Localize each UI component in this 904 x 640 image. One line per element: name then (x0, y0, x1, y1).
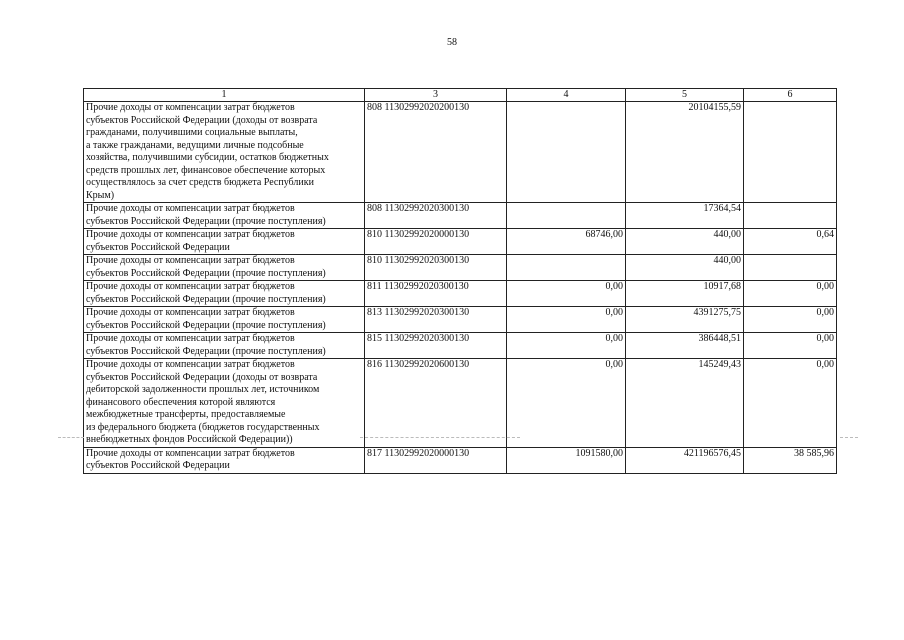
row-name-line: Прочие доходы от компенсации затрат бюджетов (86, 255, 295, 266)
row-name-cell (84, 203, 365, 229)
table-row (84, 102, 837, 203)
row-name-line: Прочие доходы от компенсации затрат бюджетов (86, 359, 295, 370)
row-col4-cell: 0,00 (507, 281, 626, 307)
row-code-cell: 808 11302992020200130 (365, 102, 507, 203)
row-code-cell: 810 11302992020300130 (365, 255, 507, 281)
row-col4-cell: 1091580,00 (507, 447, 626, 473)
row-col5-cell: 145249,43 (626, 359, 744, 448)
row-col6-cell: 38 585,96 (744, 447, 837, 473)
row-name-cell (84, 333, 365, 359)
table-row (84, 447, 837, 473)
row-name-line: Прочие доходы от компенсации затрат бюджетов (86, 333, 295, 344)
row-name-line: внебюджетных фондов Российской Федерации)) (86, 434, 293, 445)
row-code-cell: 811 11302992020300130 (365, 281, 507, 307)
row-name-line: а также гражданами, ведущими личные подсобные (86, 139, 304, 151)
row-name-line: осуществлялось за счет средств бюджета Республики (86, 177, 314, 188)
row-name-line: субъектов Российской Федерации (86, 460, 230, 471)
row-col4-cell: 68746,00 (507, 229, 626, 255)
row-col4-cell: 0,00 (507, 359, 626, 448)
row-name-line: финансового обеспечения которой являются (86, 396, 276, 408)
row-name-line: Крым) (86, 189, 115, 201)
row-col6-cell (744, 255, 837, 281)
row-name-line: средств прошлых лет, финансовое обеспечение которых (86, 164, 326, 176)
row-col5-cell: 440,00 (626, 255, 744, 281)
row-col5-cell: 421196576,45 (626, 447, 744, 473)
row-name-cell (84, 307, 365, 333)
row-code-cell: 813 11302992020300130 (365, 307, 507, 333)
table-body (84, 102, 837, 474)
row-name-cell (84, 447, 365, 473)
row-name-line: Прочие доходы от компенсации затрат бюджетов (86, 447, 295, 459)
row-col4-cell: 0,00 (507, 333, 626, 359)
table-row (84, 255, 837, 281)
row-name-line: субъектов Российской Федерации (прочие поступления) (86, 345, 326, 357)
row-name-cell (84, 359, 365, 448)
row-col6-cell: 0,00 (744, 307, 837, 333)
row-col5-cell: 17364,54 (626, 203, 744, 229)
table-row (84, 281, 837, 307)
row-col4-cell (507, 255, 626, 281)
table-row (84, 229, 837, 255)
row-name-cell (84, 255, 365, 281)
row-col6-cell (744, 203, 837, 229)
row-name-line: хозяйства, получившими субсидии, остатков бюджетных (86, 152, 329, 163)
row-name-line: субъектов Российской Федерации (86, 241, 230, 253)
table-row (84, 307, 837, 333)
row-name-line: субъектов Российской Федерации (доходы от возврата (86, 371, 318, 383)
row-col4-cell (507, 102, 626, 203)
row-name-cell (84, 281, 365, 307)
row-name-cell (84, 229, 365, 255)
row-col6-cell: 0,00 (744, 333, 837, 359)
header-row (84, 89, 837, 102)
row-col6-cell (744, 102, 837, 203)
header-col-1: 1 (84, 89, 365, 102)
row-name-cell (84, 102, 365, 203)
row-name-line: Прочие доходы от компенсации затрат бюджетов (86, 102, 295, 113)
row-col5-cell: 4391275,75 (626, 307, 744, 333)
page-number: 58 (447, 37, 457, 48)
row-name-line: Прочие доходы от компенсации затрат бюджетов (86, 203, 295, 214)
row-col6-cell: 0,00 (744, 359, 837, 448)
row-code-cell: 817 11302992020000130 (365, 447, 507, 473)
row-name-line: Прочие доходы от компенсации затрат бюджетов (86, 307, 295, 318)
scan-artifact-line (58, 437, 84, 438)
row-code-cell: 816 11302992020600130 (365, 359, 507, 448)
row-name-line: Прочие доходы от компенсации затрат бюджетов (86, 281, 295, 292)
row-col5-cell: 386448,51 (626, 333, 744, 359)
row-name-line: субъектов Российской Федерации (прочие поступления) (86, 293, 326, 305)
row-name-line: дебиторской задолженности прошлых лет, источником (86, 384, 320, 395)
row-name-line: гражданами, получившими социальные выплаты, (86, 127, 298, 138)
row-col5-cell: 10917,68 (626, 281, 744, 307)
row-name-line: субъектов Российской Федерации (прочие поступления) (86, 319, 326, 331)
header-col-4: 4 (507, 89, 626, 102)
row-code-cell: 810 11302992020000130 (365, 229, 507, 255)
row-col6-cell: 0,00 (744, 281, 837, 307)
row-name-line: субъектов Российской Федерации (прочие поступления) (86, 267, 326, 279)
row-col4-cell: 0,00 (507, 307, 626, 333)
row-col5-cell: 20104155,59 (626, 102, 744, 203)
row-name-line: субъектов Российской Федерации (прочие поступления) (86, 215, 326, 227)
scan-artifact-line (360, 437, 520, 438)
scan-artifact-line (840, 437, 858, 438)
row-name-line: субъектов Российской Федерации (доходы от возврата (86, 114, 318, 126)
row-col5-cell: 440,00 (626, 229, 744, 255)
header-col-6: 6 (744, 89, 837, 102)
header-col-5: 5 (626, 89, 744, 102)
row-col4-cell (507, 203, 626, 229)
row-code-cell: 808 11302992020300130 (365, 203, 507, 229)
row-code-cell: 815 11302992020300130 (365, 333, 507, 359)
table-row (84, 359, 837, 448)
table-row (84, 203, 837, 229)
budget-table (83, 88, 837, 474)
row-name-line: Прочие доходы от компенсации затрат бюджетов (86, 229, 295, 240)
row-col6-cell: 0,64 (744, 229, 837, 255)
row-name-line: из федерального бюджета (бюджетов государственных (86, 421, 320, 433)
table-row (84, 333, 837, 359)
row-name-line: межбюджетные трансферты, предоставляемые (86, 409, 286, 420)
header-col-3: 3 (365, 89, 507, 102)
